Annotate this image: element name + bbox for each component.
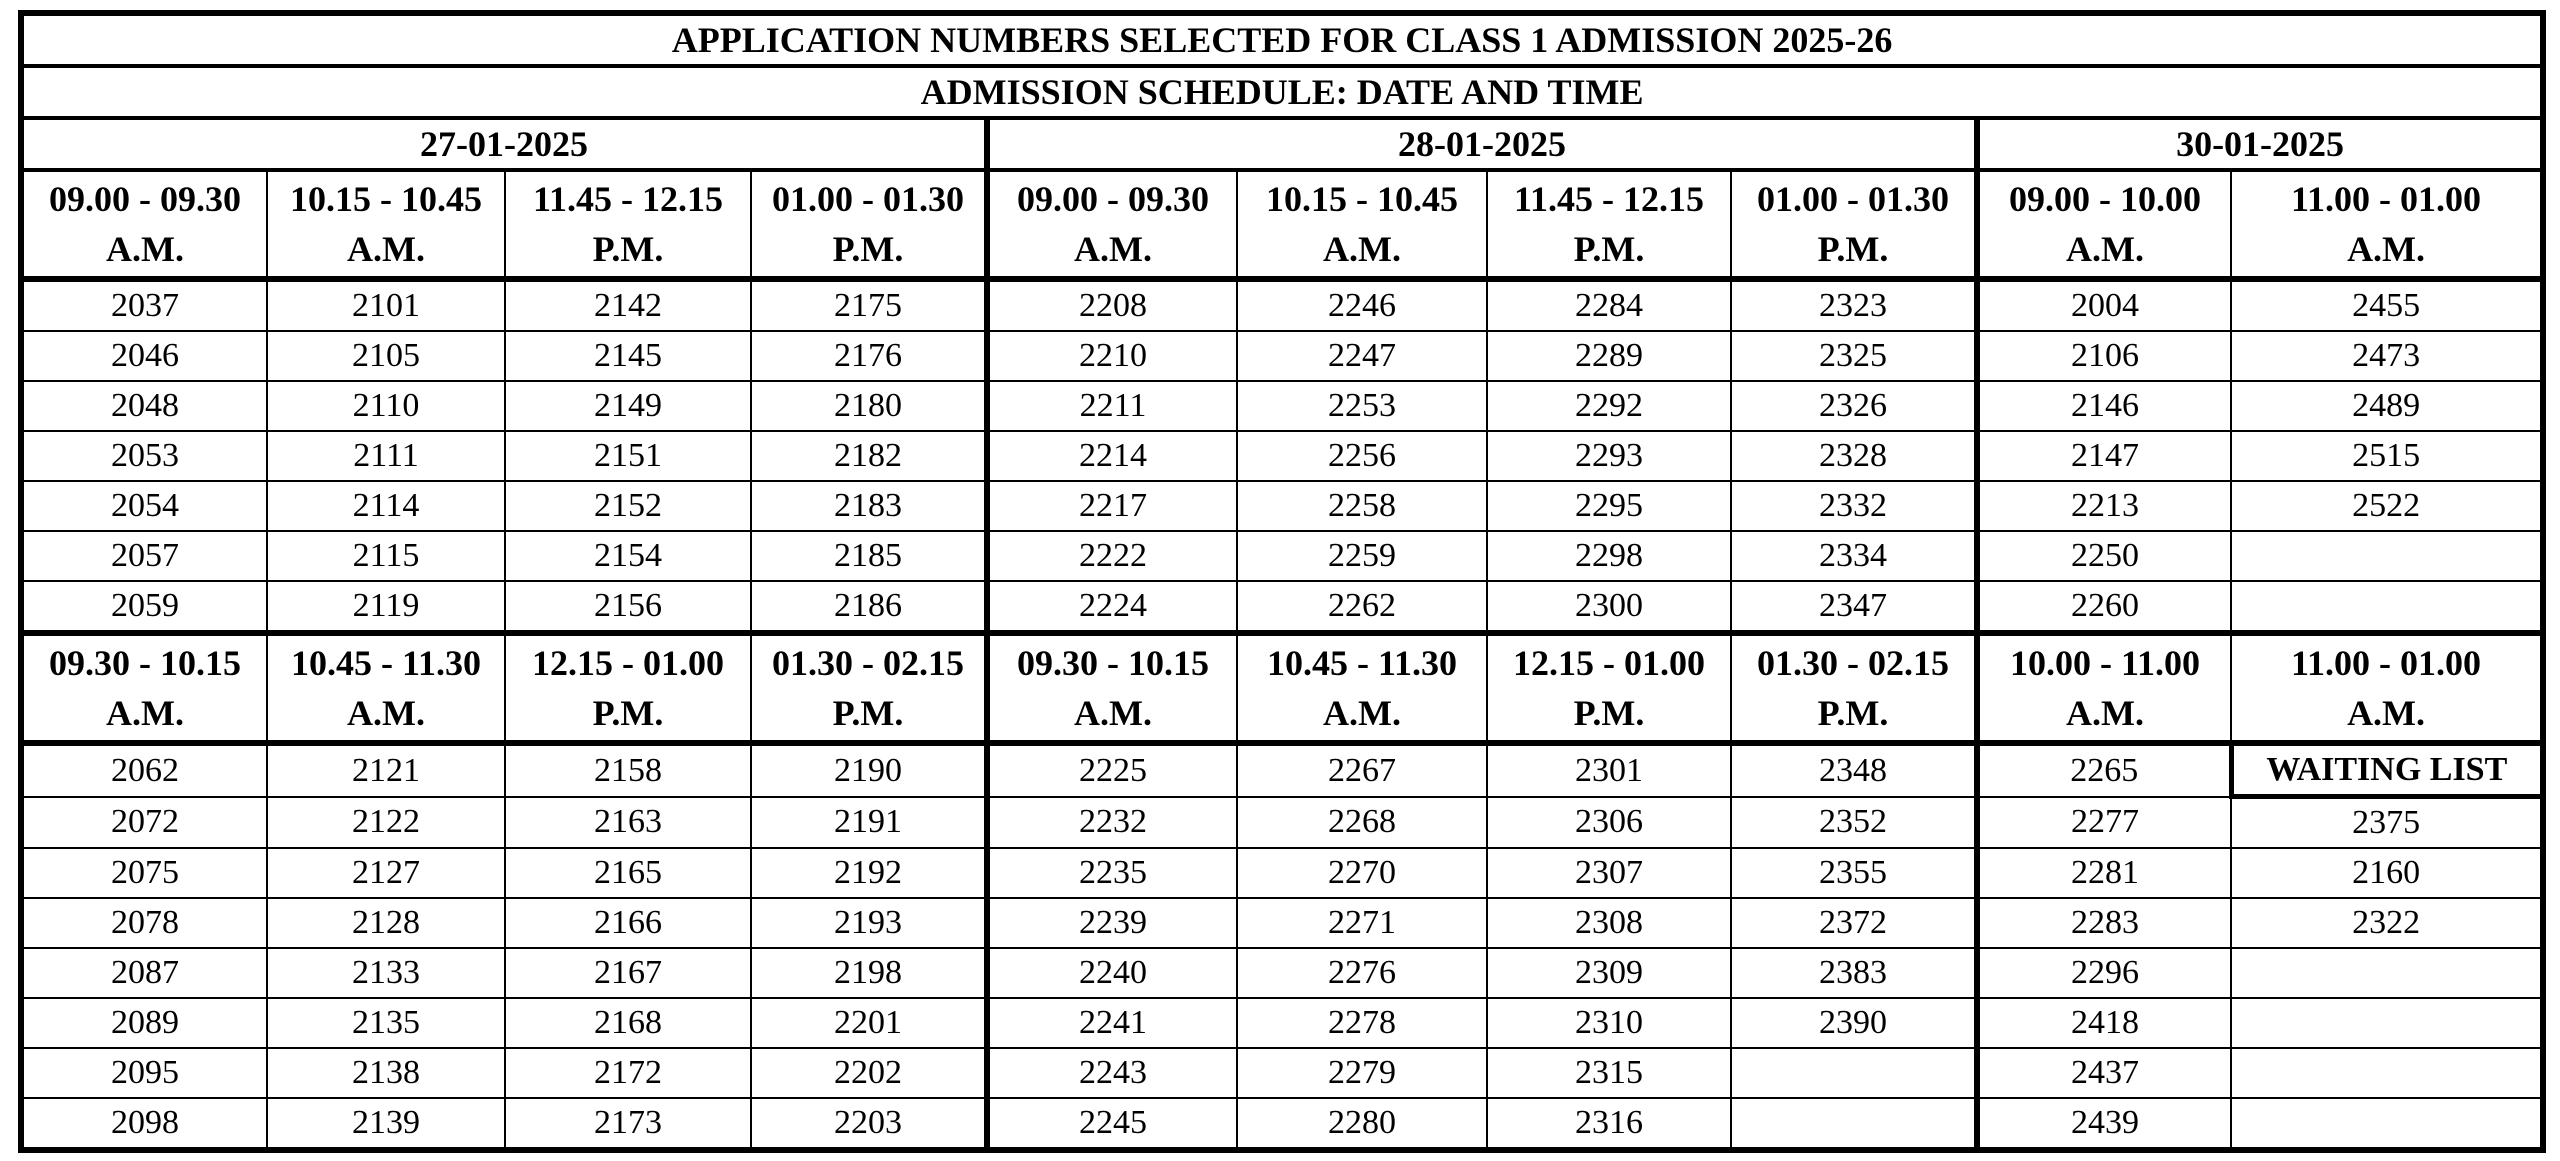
application-number-cell: 2277 (1977, 797, 2231, 849)
application-number-cell: 2190 (751, 743, 987, 797)
application-number-cell: 2245 (987, 1098, 1237, 1150)
application-number-cell: 2198 (751, 948, 987, 998)
slot-period: P.M. (1817, 693, 1889, 733)
table-row (21, 743, 2543, 797)
waiting-list-label: WAITING LIST (2231, 743, 2543, 797)
time-slot-header (1977, 170, 2231, 279)
slot-time: 11.45 - 12.15 (1513, 179, 1704, 219)
slot-period: P.M. (832, 693, 904, 733)
application-number-cell: 2202 (751, 1048, 987, 1098)
application-number-cell: 2158 (505, 743, 751, 797)
application-number-cell: 2122 (267, 797, 505, 849)
table-row (21, 797, 2543, 849)
application-number-cell: 2154 (505, 531, 751, 581)
application-number-cell: 2328 (1731, 431, 1977, 481)
application-number-cell: 2270 (1237, 848, 1487, 898)
application-number-cell: 2078 (21, 898, 267, 948)
table-row (21, 481, 2543, 531)
application-number-cell: 2089 (21, 998, 267, 1048)
slot-time: 01.00 - 01.30 (1757, 179, 1949, 219)
application-number-cell: 2241 (987, 998, 1237, 1048)
slot-period: P.M. (1573, 693, 1645, 733)
application-number-cell: 2316 (1487, 1098, 1731, 1150)
application-number-cell: 2437 (1977, 1048, 2231, 1098)
application-number-cell: 2225 (987, 743, 1237, 797)
table-row (21, 998, 2543, 1048)
application-number-cell: 2062 (21, 743, 267, 797)
application-number-cell: 2309 (1487, 948, 1731, 998)
application-number-cell: 2203 (751, 1098, 987, 1150)
application-number-cell: 2185 (751, 531, 987, 581)
slot-period: A.M. (106, 229, 184, 269)
application-number-cell: 2054 (21, 481, 267, 531)
time-slot-row (21, 170, 2543, 279)
application-number-cell: 2522 (2231, 481, 2543, 531)
schedule-body (21, 170, 2543, 1150)
application-number-cell: 2347 (1731, 581, 1977, 633)
time-slot-header (2231, 170, 2543, 279)
time-slot-header (987, 170, 1237, 279)
slot-time: 09.30 - 10.15 (1017, 643, 1209, 683)
application-number-cell: 2152 (505, 481, 751, 531)
application-number-cell: 2168 (505, 998, 751, 1048)
application-number-cell: 2307 (1487, 848, 1731, 898)
time-slot-header (1731, 633, 1977, 743)
application-number-cell: 2375 (2231, 797, 2543, 849)
application-number-cell: 2289 (1487, 331, 1731, 381)
application-number-cell: 2295 (1487, 481, 1731, 531)
application-number-cell: 2167 (505, 948, 751, 998)
application-number-cell: 2105 (267, 331, 505, 381)
application-number-cell: 2046 (21, 331, 267, 381)
application-number-cell: 2210 (987, 331, 1237, 381)
application-number-cell: 2284 (1487, 279, 1731, 331)
slot-time: 10.15 - 10.45 (290, 179, 482, 219)
slot-period: A.M. (2347, 229, 2426, 269)
application-number-cell: 2128 (267, 898, 505, 948)
application-number-cell: 2348 (1731, 743, 1977, 797)
application-number-cell: 2258 (1237, 481, 1487, 531)
application-number-cell: 2037 (21, 279, 267, 331)
application-number-cell: 2176 (751, 331, 987, 381)
application-number-cell: 2306 (1487, 797, 1731, 849)
time-slot-header (1977, 633, 2231, 743)
table-row (21, 331, 2543, 381)
application-number-cell: 2139 (267, 1098, 505, 1150)
application-number-cell: 2332 (1731, 481, 1977, 531)
application-number-cell: 2163 (505, 797, 751, 849)
slot-time: 09.30 - 10.15 (49, 643, 241, 683)
application-number-cell: 2075 (21, 848, 267, 898)
application-number-cell: 2214 (987, 431, 1237, 481)
slot-time: 10.00 - 11.00 (2009, 643, 2200, 683)
slot-period: A.M. (1323, 229, 1401, 269)
application-number-cell (2231, 531, 2543, 581)
application-number-cell: 2262 (1237, 581, 1487, 633)
slot-time: 11.45 - 12.15 (532, 179, 723, 219)
slot-period: A.M. (2066, 693, 2144, 733)
application-number-cell: 2201 (751, 998, 987, 1048)
application-number-cell: 2072 (21, 797, 267, 849)
application-number-cell: 2146 (1977, 381, 2231, 431)
application-number-cell: 2101 (267, 279, 505, 331)
application-number-cell: 2235 (987, 848, 1237, 898)
slot-period: A.M. (2066, 229, 2144, 269)
application-number-cell: 2322 (2231, 898, 2543, 948)
slot-period: P.M. (592, 229, 664, 269)
application-number-cell: 2127 (267, 848, 505, 898)
slot-period: P.M. (832, 229, 904, 269)
application-number-cell: 2246 (1237, 279, 1487, 331)
application-number-cell (2231, 998, 2543, 1048)
application-number-cell: 2133 (267, 948, 505, 998)
slot-time: 10.45 - 11.30 (1266, 643, 1457, 683)
application-number-cell: 2280 (1237, 1098, 1487, 1150)
table-row (21, 1098, 2543, 1150)
application-number-cell: 2173 (505, 1098, 751, 1150)
application-number-cell: 2193 (751, 898, 987, 948)
time-slot-header (1237, 170, 1487, 279)
slot-period: A.M. (347, 693, 425, 733)
application-number-cell: 2048 (21, 381, 267, 431)
application-number-cell: 2296 (1977, 948, 2231, 998)
application-number-cell: 2243 (987, 1048, 1237, 1098)
slot-time: 09.00 - 09.30 (1017, 179, 1209, 219)
application-number-cell: 2147 (1977, 431, 2231, 481)
time-slot-header (267, 170, 505, 279)
application-number-cell: 2098 (21, 1098, 267, 1150)
application-number-cell: 2211 (987, 381, 1237, 431)
application-number-cell: 2239 (987, 898, 1237, 948)
slot-time: 01.30 - 02.15 (772, 643, 964, 683)
slot-time: 11.00 - 01.00 (2291, 643, 2482, 683)
time-slot-row (21, 633, 2543, 743)
application-number-cell (2231, 1048, 2543, 1098)
table-row (21, 279, 2543, 331)
application-number-cell: 2439 (1977, 1098, 2231, 1150)
time-slot-header (505, 170, 751, 279)
slot-period: A.M. (1074, 229, 1152, 269)
application-number-cell: 2383 (1731, 948, 1977, 998)
application-number-cell: 2175 (751, 279, 987, 331)
application-number-cell: 2315 (1487, 1048, 1731, 1098)
table-row (21, 1048, 2543, 1098)
application-number-cell: 2115 (267, 531, 505, 581)
application-number-cell: 2256 (1237, 431, 1487, 481)
time-slot-header (1487, 633, 1731, 743)
application-number-cell: 2323 (1731, 279, 1977, 331)
application-number-cell: 2004 (1977, 279, 2231, 331)
application-number-cell: 2268 (1237, 797, 1487, 849)
application-number-cell: 2276 (1237, 948, 1487, 998)
slot-period: P.M. (1573, 229, 1645, 269)
application-number-cell: 2053 (21, 431, 267, 481)
application-number-cell: 2135 (267, 998, 505, 1048)
application-number-cell: 2292 (1487, 381, 1731, 431)
application-number-cell: 2208 (987, 279, 1237, 331)
slot-period: P.M. (1817, 229, 1889, 269)
slot-time: 09.00 - 10.00 (2009, 179, 2201, 219)
application-number-cell: 2240 (987, 948, 1237, 998)
application-number-cell: 2515 (2231, 431, 2543, 481)
application-number-cell: 2180 (751, 381, 987, 431)
application-number-cell: 2326 (1731, 381, 1977, 431)
slot-period: A.M. (347, 229, 425, 269)
application-number-cell: 2172 (505, 1048, 751, 1098)
time-slot-header (2231, 633, 2543, 743)
application-number-cell: 2489 (2231, 381, 2543, 431)
table-row (21, 581, 2543, 633)
application-number-cell: 2114 (267, 481, 505, 531)
application-number-cell: 2160 (2231, 848, 2543, 898)
time-slot-header (21, 633, 267, 743)
application-number-cell: 2087 (21, 948, 267, 998)
application-number-cell: 2192 (751, 848, 987, 898)
slot-period: A.M. (2347, 693, 2426, 733)
application-number-cell: 2156 (505, 581, 751, 633)
slot-time: 10.15 - 10.45 (1266, 179, 1458, 219)
time-slot-header (751, 170, 987, 279)
slot-period: A.M. (1323, 693, 1401, 733)
application-number-cell: 2224 (987, 581, 1237, 633)
application-number-cell: 2217 (987, 481, 1237, 531)
application-number-cell: 2059 (21, 581, 267, 633)
application-number-cell: 2281 (1977, 848, 2231, 898)
application-number-cell: 2418 (1977, 998, 2231, 1048)
slot-time: 11.00 - 01.00 (2291, 179, 2482, 219)
application-number-cell: 2253 (1237, 381, 1487, 431)
application-number-cell: 2390 (1731, 998, 1977, 1048)
application-number-cell: 2334 (1731, 531, 1977, 581)
application-number-cell: 2149 (505, 381, 751, 431)
application-number-cell: 2310 (1487, 998, 1731, 1048)
application-number-cell: 2182 (751, 431, 987, 481)
slot-time: 01.30 - 02.15 (1757, 643, 1949, 683)
application-number-cell: 2260 (1977, 581, 2231, 633)
time-slot-header (21, 170, 267, 279)
application-number-cell: 2183 (751, 481, 987, 531)
application-number-cell (1731, 1048, 1977, 1098)
slot-period: A.M. (1074, 693, 1152, 733)
time-slot-header (505, 633, 751, 743)
table-row (21, 381, 2543, 431)
application-number-cell: 2095 (21, 1048, 267, 1098)
slot-time: 09.00 - 09.30 (49, 179, 241, 219)
slot-time: 12.15 - 01.00 (1513, 643, 1705, 683)
application-number-cell: 2151 (505, 431, 751, 481)
table-row (21, 531, 2543, 581)
application-number-cell: 2298 (1487, 531, 1731, 581)
table-row (21, 431, 2543, 481)
application-number-cell: 2455 (2231, 279, 2543, 331)
application-number-cell: 2119 (267, 581, 505, 633)
application-number-cell: 2232 (987, 797, 1237, 849)
admission-schedule-table (18, 10, 2546, 1153)
application-number-cell: 2283 (1977, 898, 2231, 948)
table-row (21, 848, 2543, 898)
application-number-cell: 2250 (1977, 531, 2231, 581)
time-slot-header (1487, 170, 1731, 279)
application-number-cell: 2247 (1237, 331, 1487, 381)
date-header-1: 27-01-2025 (21, 118, 987, 170)
application-number-cell: 2111 (267, 431, 505, 481)
application-number-cell (2231, 1098, 2543, 1150)
slot-time: 12.15 - 01.00 (532, 643, 724, 683)
application-number-cell: 2372 (1731, 898, 1977, 948)
application-number-cell: 2271 (1237, 898, 1487, 948)
application-number-cell: 2191 (751, 797, 987, 849)
application-number-cell: 2278 (1237, 998, 1487, 1048)
time-slot-header (267, 633, 505, 743)
application-number-cell: 2267 (1237, 743, 1487, 797)
application-number-cell: 2352 (1731, 797, 1977, 849)
slot-period: A.M. (106, 693, 184, 733)
application-number-cell: 2186 (751, 581, 987, 633)
application-number-cell: 2308 (1487, 898, 1731, 948)
schedule-subtitle: ADMISSION SCHEDULE: DATE AND TIME (21, 66, 2543, 118)
slot-time: 01.00 - 01.30 (772, 179, 964, 219)
application-number-cell: 2325 (1731, 331, 1977, 381)
application-number-cell (2231, 581, 2543, 633)
slot-time: 10.45 - 11.30 (290, 643, 481, 683)
slot-period: P.M. (592, 693, 664, 733)
application-number-cell: 2110 (267, 381, 505, 431)
application-number-cell: 2265 (1977, 743, 2231, 797)
time-slot-header (1237, 633, 1487, 743)
application-number-cell: 2213 (1977, 481, 2231, 531)
table-row (21, 948, 2543, 998)
application-number-cell: 2057 (21, 531, 267, 581)
application-number-cell: 2121 (267, 743, 505, 797)
application-number-cell: 2300 (1487, 581, 1731, 633)
table-row (21, 898, 2543, 948)
application-number-cell: 2142 (505, 279, 751, 331)
application-number-cell: 2259 (1237, 531, 1487, 581)
application-number-cell: 2473 (2231, 331, 2543, 381)
time-slot-header (1731, 170, 1977, 279)
time-slot-header (987, 633, 1237, 743)
table-title: APPLICATION NUMBERS SELECTED FOR CLASS 1 ADMISSION 2025-26 (21, 13, 2543, 66)
application-number-cell: 2293 (1487, 431, 1731, 481)
application-number-cell: 2166 (505, 898, 751, 948)
date-header-2: 28-01-2025 (987, 118, 1977, 170)
application-number-cell: 2165 (505, 848, 751, 898)
application-number-cell: 2301 (1487, 743, 1731, 797)
application-number-cell: 2138 (267, 1048, 505, 1098)
application-number-cell (1731, 1098, 1977, 1150)
application-number-cell: 2106 (1977, 331, 2231, 381)
application-number-cell: 2355 (1731, 848, 1977, 898)
application-number-cell: 2145 (505, 331, 751, 381)
date-header-3: 30-01-2025 (1977, 118, 2543, 170)
application-number-cell: 2222 (987, 531, 1237, 581)
application-number-cell (2231, 948, 2543, 998)
time-slot-header (751, 633, 987, 743)
application-number-cell: 2279 (1237, 1048, 1487, 1098)
